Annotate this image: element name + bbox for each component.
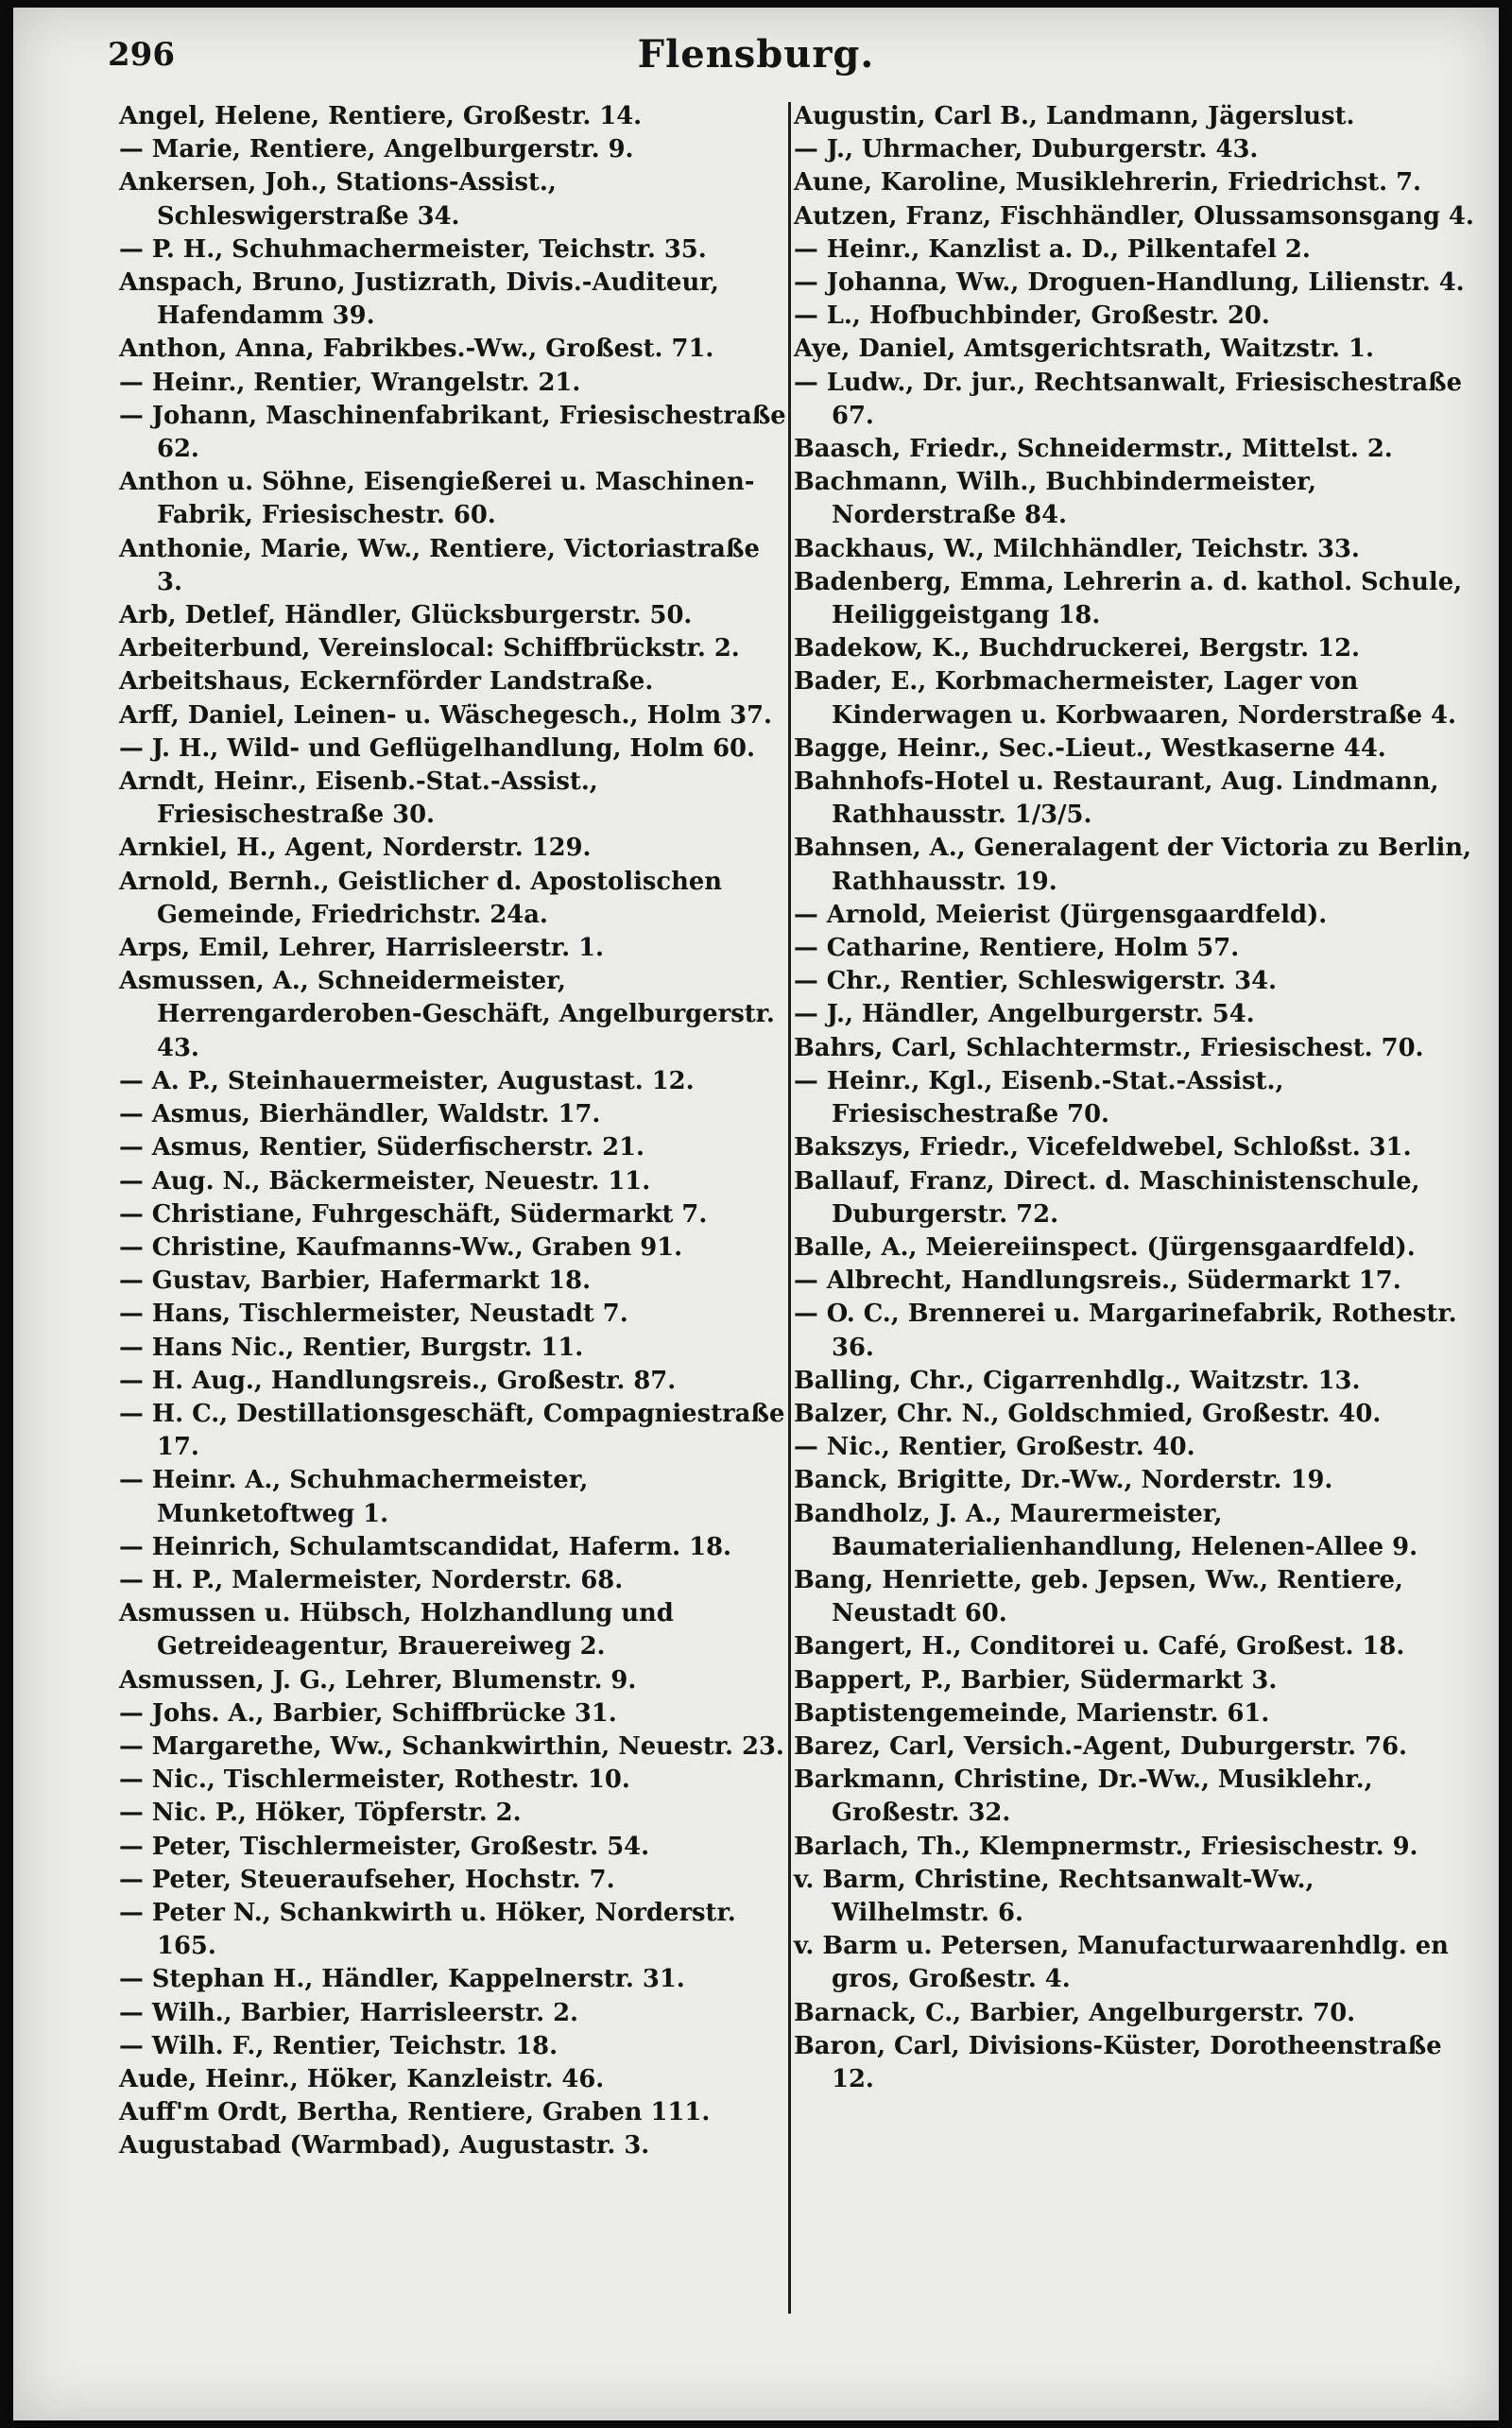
directory-entry: — L., Hofbuchbinder, Großestr. 20. [794,301,1270,331]
directory-entry: — Asmus, Rentier, Süderfischerstr. 21. [119,1133,644,1162]
directory-entry: Barez, Carl, Versich.-Agent, Duburgerstr. 76. [794,1731,1408,1761]
directory-entry: — Chr., Rentier, Schleswigerstr. 34. [794,967,1278,996]
directory-entry: — Peter N., Schankwirth u. Höker, Norderstr. 165. [119,1898,736,1961]
directory-entry: — Johs. A., Barbier, Schiffbrücke 31. [119,1698,617,1728]
directory-entry: Bader, E., Korbmachermeister, Lager von Kinderwagen u. Korbwaaren, Norderstraße 4. [794,667,1456,730]
directory-entry: — A. P., Steinhauermeister, Augustast. 12. [119,1066,695,1095]
directory-entry: — Peter, Tischlermeister, Großestr. 54. [119,1832,650,1861]
directory-entry: Bahrs, Carl, Schlachtermstr., Friesischest. 70. [794,1033,1424,1062]
directory-entry: — Wilh., Barbier, Harrisleerstr. 2. [119,1998,578,2027]
directory-entry: — Johanna, Ww., Droguen-Handlung, Lilienstr. 4. [794,268,1465,298]
directory-entry: — J., Händler, Angelburgerstr. 54. [794,1000,1255,1029]
directory-entry: Ballauf, Franz, Direct. d. Maschinistenschule, Duburgerstr. 72. [794,1166,1420,1229]
directory-entry: Arff, Daniel, Leinen- u. Wäschegesch., Holm 37. [119,700,772,730]
directory-entry: — Marie, Rentiere, Angelburgerstr. 9. [119,135,634,164]
directory-entry: Augustabad (Warmbad), Augustastr. 3. [119,2131,650,2161]
directory-entry: Auff'm Ordt, Bertha, Rentiere, Graben 111. [119,2098,711,2127]
directory-entry: Bandholz, J. A., Maurermeister, Baumaterialienhandlung, Helenen-Allee 9. [794,1499,1418,1561]
directory-entry: Banck, Brigitte, Dr.-Ww., Norderstr. 19. [794,1466,1333,1495]
directory-entry: — H. Aug., Handlungsreis., Großestr. 87. [119,1366,677,1395]
directory-entry: Arb, Detlef, Händler, Glücksburgerstr. 50. [119,601,693,630]
directory-entry: — Stephan H., Händler, Kappelnerstr. 31. [119,1965,685,1994]
directory-entry: Bahnhofs-Hotel u. Restaurant, Aug. Lindmann, Rathhausstr. 1/3/5. [794,767,1439,830]
directory-entry: v. Barm u. Petersen, Manufacturwaarenhdlg. en gros, Großestr. 4. [794,1932,1449,1994]
directory-entry: — Heinr., Kgl., Eisenb.-Stat.-Assist., Friesischestraße 70. [794,1066,1284,1129]
directory-entry: v. Barm, Christine, Rechtsanwalt-Ww., Wilhelmstr. 6. [794,1865,1314,1927]
directory-entry: Balling, Chr., Cigarrenhdlg., Waitzstr. 13. [794,1366,1361,1395]
directory-entry: Anthon, Anna, Fabrikbes.-Ww., Großest. 71. [119,335,714,364]
directory-entry: — Johann, Maschinenfabrikant, Friesischestraße 62. [119,401,786,464]
directory-entry: — Heinr., Kanzlist a. D., Pilkentafel 2. [794,234,1311,264]
directory-entry: Arbeitshaus, Eckernförder Landstraße. [119,667,654,697]
directory-entry: Ankersen, Joh., Stations-Assist., Schleswigerstraße 34. [119,168,557,231]
directory-entry: Baron, Carl, Divisions-Küster, Dorotheenstraße 12. [794,2031,1442,2093]
directory-entry: Balzer, Chr. N., Goldschmied, Großestr. 40. [794,1399,1382,1428]
directory-entry: Bachmann, Wilh., Buchbindermeister, Norderstraße 84. [794,468,1316,530]
directory-entry: — J. H., Wild- und Geflügelhandlung, Holm 60. [119,733,755,763]
directory-entry: — Hans Nic., Rentier, Burgstr. 11. [119,1333,584,1362]
directory-entry: — Christiane, Fuhrgeschäft, Südermarkt 7. [119,1199,708,1229]
directory-entry: Arndt, Heinr., Eisenb.-Stat.-Assist., Friesischestraße 30. [119,767,598,830]
column-divider [788,102,791,2314]
directory-entry: Badekow, K., Buchdruckerei, Bergstr. 12. [794,634,1360,663]
directory-entry: Anspach, Bruno, Justizrath, Divis.-Auditeur, Hafendamm 39. [119,268,719,331]
directory-entry: Bangert, H., Conditorei u. Café, Großest. 18. [794,1632,1405,1662]
directory-entry: Bagge, Heinr., Sec.-Lieut., Westkaserne 44. [794,733,1386,763]
directory-entry: Aude, Heinr., Höker, Kanzleistr. 46. [119,2064,605,2093]
directory-entry: — Ludw., Dr. jur., Rechtsanwalt, Friesischestraße 67. [794,368,1463,430]
directory-entry: — O. C., Brennerei u. Margarinefabrik, Rothestr. 36. [794,1300,1457,1362]
directory-page [13,8,1499,2420]
directory-entry: Anthonie, Marie, Ww., Rentiere, Victoriastraße 3. [119,534,760,596]
directory-entry: — Catharine, Rentiere, Holm 57. [794,934,1240,963]
directory-entry: Arbeiterbund, Vereinslocal: Schiffbrückstr. 2. [119,634,740,663]
directory-entry: Barnack, C., Barbier, Angelburgerstr. 70. [794,1998,1356,2027]
directory-entry: — H. P., Malermeister, Norderstr. 68. [119,1565,624,1594]
directory-entry: — Hans, Tischlermeister, Neustadt 7. [119,1300,628,1329]
page-header [13,23,1499,89]
directory-entry: — Nic. P., Höker, Töpferstr. 2. [119,1799,522,1828]
directory-entry: Baasch, Friedr., Schneidermstr., Mittelst. 2. [794,435,1393,464]
directory-entry: — Christine, Kaufmanns-Ww., Graben 91. [119,1232,683,1262]
directory-entry: — Gustav, Barbier, Hafermarkt 18. [119,1266,592,1296]
directory-entry: Baptistengemeinde, Marienstr. 61. [794,1698,1270,1728]
directory-entry: Bahnsen, A., Generalagent der Victoria zu Berlin, Rathhausstr. 19. [794,834,1472,896]
directory-entry: Augustin, Carl B., Landmann, Jägerslust. [794,102,1355,130]
directory-entry: Barlach, Th., Klempnermstr., Friesischestr. 9. [794,1832,1418,1861]
directory-entry: — Heinr., Rentier, Wrangelstr. 21. [119,368,581,397]
directory-entry: Asmussen, A., Schneidermeister, Herrengarderoben-Geschäft, Angelburgerstr. 43. [119,967,775,1062]
directory-entry: Anthon u. Söhne, Eisengießerei u. Maschinen-Fabrik, Friesischestr. 60. [119,468,755,530]
directory-entry: — J., Uhrmacher, Duburgerstr. 43. [794,135,1259,164]
directory-entry: — Arnold, Meierist (Jürgensgaardfeld). [794,900,1328,929]
directory-entry: Barkmann, Christine, Dr.-Ww., Musiklehr., Großestr. 32. [794,1765,1373,1828]
directory-entry: Asmussen, J. G., Lehrer, Blumenstr. 9. [119,1665,637,1695]
directory-entry: Arnkiel, H., Agent, Norderstr. 129. [119,834,592,863]
directory-entry: — Margarethe, Ww., Schankwirthin, Neuestr. 23. [119,1731,784,1761]
directory-entry: Bakszys, Friedr., Vicefeldwebel, Schloßst. 31. [794,1133,1412,1162]
page-number: 296 [108,36,175,74]
directory-entry: Autzen, Franz, Fischhändler, Olussamsonsgang 4. [794,201,1474,231]
directory-entry: — Heinrich, Schulamtscandidat, Haferm. 18. [119,1532,732,1561]
left-column [119,100,792,2163]
directory-entry: — Albrecht, Handlungsreis., Südermarkt 17. [794,1266,1401,1296]
directory-entry: Bang, Henriette, geb. Jepsen, Ww., Rentiere, Neustadt 60. [794,1565,1403,1628]
directory-entry: — Asmus, Bierhändler, Waldstr. 17. [119,1100,601,1129]
directory-entry: Aye, Daniel, Amtsgerichtsrath, Waitzstr. 1. [794,335,1374,364]
directory-entry: — Peter, Steueraufseher, Hochstr. 7. [119,1865,615,1894]
page-title: Flensburg. [637,32,875,77]
directory-entry: Angel, Helene, Rentiere, Großestr. 14. [119,102,643,130]
directory-entry: Badenberg, Emma, Lehrerin a. d. kathol. Schule, Heiliggeistgang 18. [794,567,1463,630]
directory-entry: — Wilh. F., Rentier, Teichstr. 18. [119,2031,558,2060]
directory-entry: — Heinr. A., Schuhmachermeister, Munketoftweg 1. [119,1466,589,1528]
directory-entry: Arnold, Bernh., Geistlicher d. Apostolischen Gemeinde, Friedrichstr. 24a. [119,867,723,929]
directory-entry: Bappert, P., Barbier, Südermarkt 3. [794,1665,1278,1695]
directory-entry: Aune, Karoline, Musiklehrerin, Friedrichst. 7. [794,168,1422,198]
directory-entry: — Nic., Tischlermeister, Rothestr. 10. [119,1765,630,1795]
directory-entry: Arps, Emil, Lehrer, Harrisleerstr. 1. [119,934,605,963]
directory-entry: — Nic., Rentier, Großestr. 40. [794,1433,1195,1462]
directory-entry: — H. C., Destillationsgeschäft, Compagniestraße 17. [119,1399,785,1462]
right-column [794,100,1476,2096]
directory-entry: Backhaus, W., Milchhändler, Teichstr. 33. [794,534,1360,563]
directory-entry: Asmussen u. Hübsch, Holzhandlung und Getreideagentur, Brauereiweg 2. [119,1599,674,1662]
directory-entry: Balle, A., Meiereiinspect. (Jürgensgaardfeld). [794,1232,1416,1262]
directory-entry: — Aug. N., Bäckermeister, Neuestr. 11. [119,1166,651,1196]
directory-entry: — P. H., Schuhmachermeister, Teichstr. 35. [119,234,707,264]
